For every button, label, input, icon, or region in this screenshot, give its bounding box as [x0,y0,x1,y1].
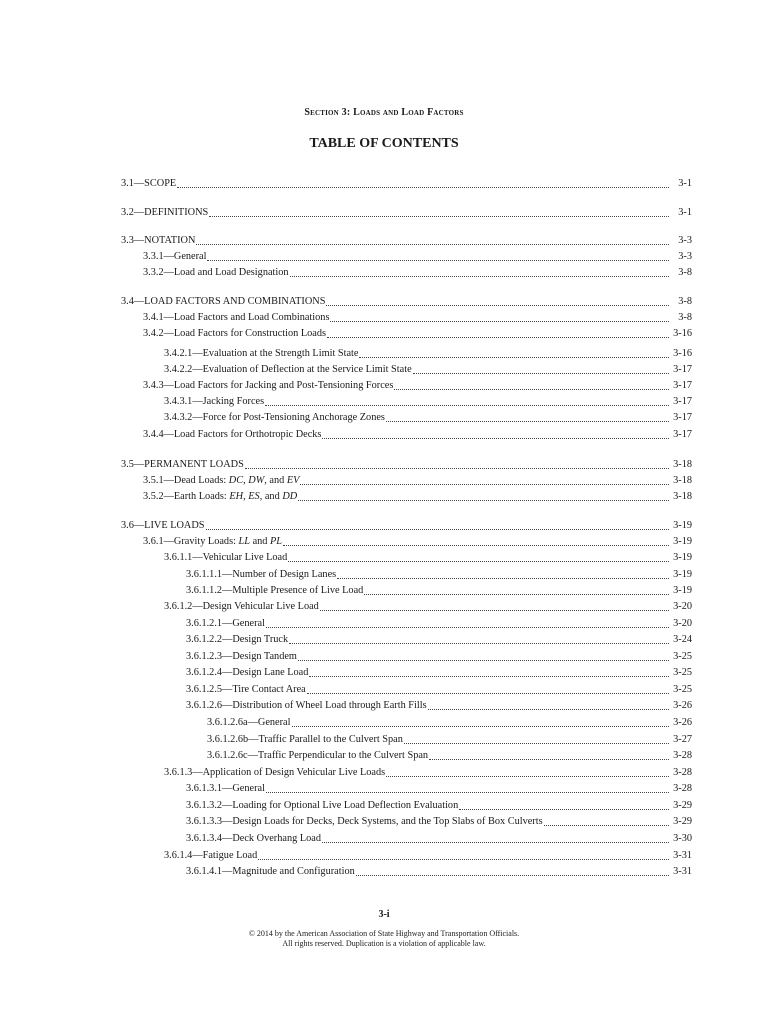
toc-entry-number: 3.5— [121,459,145,470]
toc-entry-page: 3-25 [673,651,692,662]
toc-entry-title: SCOPE [144,178,177,189]
toc-leader-dots [413,363,669,374]
toc-entry-title: Loading for Optional Live Load Deflection Evaluation [232,800,459,811]
toc-entry-page: 3-26 [673,700,692,711]
toc-entry-number: 3.6— [121,520,145,531]
toc-entry-number: 3.6.1.2.2— [186,634,233,645]
toc-entry[interactable] [186,799,692,813]
toc-entry[interactable] [143,474,692,488]
toc-entry[interactable] [186,683,692,697]
toc-leader-dots [544,815,669,826]
toc-entry-number: 3.4.3— [143,380,174,391]
toc-entry-number: 3.4.3.2— [164,412,203,423]
toc-leader-dots [307,683,669,694]
toc-entry-number: 3.6.1.2.5— [186,684,233,695]
toc-leader-dots [428,699,669,710]
toc-entry[interactable] [186,633,692,647]
toc-entry-title: Number of Design Lanes [232,569,337,580]
toc-entry-title: Fatigue Load [202,850,258,861]
toc-entry[interactable] [164,347,692,361]
toc-entry-title: Design Tandem [232,651,297,662]
toc-entry-page: 3-18 [673,475,692,486]
toc-entry[interactable] [207,733,692,747]
toc-entry-page: 3-1 [678,178,692,189]
toc-entry-page: 3-28 [673,783,692,794]
toc-entry-number: 3.6.1.2.6a— [207,717,258,728]
toc-entry-number: 3.4.2— [143,328,174,339]
toc-entry-number: 3.5.1— [143,475,174,486]
toc-leader-dots [309,666,669,677]
toc-entry-page: 3-17 [673,380,692,391]
toc-leader-dots [245,458,669,469]
toc-entry-title: Load Factors for Jacking and Post-Tensioning Forces [173,380,394,391]
toc-entry-number: 3.6.1.2.4— [186,667,233,678]
toc-entry-number: 3.6.1.1.2— [186,585,233,596]
toc-title: TABLE OF CONTENTS [309,136,459,151]
toc-entry-title: Load Factors for Orthotropic Decks [173,429,322,440]
toc-entry-title: Multiple Presence of Live Load [232,585,364,596]
toc-entry-number: 3.6.1.2.6— [186,700,233,711]
toc-entry-page: 3-19 [673,552,692,563]
toc-entry-page: 3-3 [678,235,692,246]
toc-entry-page: 3-18 [673,491,692,502]
toc-entry-page: 3-8 [678,267,692,278]
toc-entry[interactable] [164,395,692,409]
toc-entry-title: Traffic Parallel to the Culvert Span [258,734,403,745]
toc-leader-dots [326,295,669,306]
toc-entry[interactable] [164,766,692,780]
toc-entry[interactable] [164,411,692,425]
toc-entry-number: 3.3.1— [143,251,174,262]
toc-entry-title: Magnitude and Configuration [232,866,355,877]
toc-entry-number: 3.6.1.3.4— [186,833,233,844]
toc-leader-dots [289,633,669,644]
copyright-line: © 2014 by the American Association of State Highway and Transportation Officials. [248,929,520,938]
toc-entry-page: 3-17 [673,429,692,440]
toc-entry-page: 3-24 [673,634,692,645]
toc-leader-dots [177,177,669,188]
toc-entry[interactable] [164,551,692,565]
toc-leader-dots [283,535,669,546]
toc-leader-dots [290,266,669,277]
toc-entry[interactable] [121,458,692,472]
toc-leader-dots [322,832,669,843]
toc-leader-dots [300,474,669,485]
toc-entry-title: Load Factors for Construction Loads [173,328,327,339]
toc-entry[interactable] [186,782,692,796]
toc-entry[interactable] [164,600,692,614]
toc-entry[interactable] [143,428,692,442]
toc-entry-title: DEFINITIONS [144,207,209,218]
toc-entry-page: 3-17 [673,364,692,375]
toc-entry-title: Earth Loads: EH, ES, and DD [173,491,298,502]
toc-entry-page: 3-19 [673,520,692,531]
toc-entry-number: 3.6.1.4.1— [186,866,233,877]
toc-leader-dots [322,428,669,439]
toc-entry-number: 3.6.1.4— [164,850,203,861]
toc-entry-number: 3.1— [121,178,145,189]
toc-entry-page: 3-26 [673,717,692,728]
toc-entry[interactable] [143,490,692,504]
toc-leader-dots [320,600,669,611]
toc-entry-page: 3-1 [678,207,692,218]
toc-entry-title: Load and Load Designation [173,267,289,278]
toc-entry[interactable] [143,266,692,280]
toc-leader-dots [386,411,669,422]
toc-leader-dots [364,584,669,595]
toc-entry-title: Vehicular Live Load [202,552,288,563]
toc-entry-number: 3.5.2— [143,491,174,502]
toc-entry[interactable] [186,815,692,829]
toc-entry-number: 3.4.1— [143,312,174,323]
toc-entry-page: 3-16 [673,328,692,339]
toc-leader-dots [356,865,669,876]
toc-entry-number: 3.6.1.3.3— [186,816,233,827]
toc-entry-number: 3.6.1.1.1— [186,569,233,580]
toc-entry-page: 3-8 [678,312,692,323]
toc-entry-page: 3-17 [673,396,692,407]
toc-leader-dots [298,650,669,661]
toc-entry-title: LOAD FACTORS AND COMBINATIONS [144,296,326,307]
toc-entry[interactable] [207,749,692,763]
toc-entry[interactable] [121,295,692,309]
toc-entry[interactable] [207,716,692,730]
toc-entry-title: General [232,618,265,629]
toc-leader-dots [292,716,670,727]
toc-leader-dots [206,519,669,530]
rights-line: All rights reserved. Duplication is a violation of applicable law. [282,939,486,948]
toc-leader-dots [265,395,669,406]
toc-entry-title: Traffic Perpendicular to the Culvert Span [257,750,429,761]
toc-entry-page: 3-20 [673,601,692,612]
toc-entry[interactable] [143,311,692,325]
toc-entry-number: 3.6.1.3.2— [186,800,233,811]
toc-leader-dots [207,250,669,261]
toc-entry-page: 3-29 [673,816,692,827]
toc-entry-page: 3-3 [678,251,692,262]
toc-entry-title: General [232,783,265,794]
toc-entry-title: PERMANENT LOADS [144,459,244,470]
toc-entry-title: LIVE LOADS [144,520,205,531]
toc-entry[interactable] [121,206,692,220]
toc-entry-title: Dead Loads: DC, DW, and EV [173,475,300,486]
toc-leader-dots [386,766,669,777]
toc-entry-page: 3-20 [673,618,692,629]
toc-entry-title: NOTATION [144,235,196,246]
toc-entry-title: Design Vehicular Live Load [202,601,319,612]
toc-entry[interactable] [143,535,692,549]
toc-entry-page: 3-29 [673,800,692,811]
toc-entry-title: Evaluation at the Strength Limit State [202,348,359,359]
toc-entry-title: Design Loads for Decks, Deck Systems, and the Top Slabs of Box Culverts [232,816,543,827]
toc-entry-page: 3-8 [678,296,692,307]
toc-entry-number: 3.4.2.2— [164,364,203,375]
toc-entry[interactable] [164,363,692,377]
toc-entry-number: 3.6.1— [143,536,174,547]
toc-entry[interactable] [143,250,692,264]
toc-entry[interactable] [186,650,692,664]
toc-leader-dots [209,206,669,217]
toc-entry[interactable] [186,699,692,713]
toc-entry-number: 3.4.2.1— [164,348,203,359]
toc-entry-title: Force for Post-Tensioning Anchorage Zones [202,412,385,423]
toc-entry-title: General [257,717,291,728]
toc-entry-page: 3-16 [673,348,692,359]
toc-entry-page: 3-25 [673,667,692,678]
toc-entry-page: 3-27 [673,734,692,745]
toc-entry-title: Application of Design Vehicular Live Loads [202,767,386,778]
toc-entry-page: 3-19 [673,536,692,547]
toc-entry-page: 3-19 [673,585,692,596]
toc-entry-title: General [173,251,207,262]
toc-entry-number: 3.6.1.3— [164,767,203,778]
toc-leader-dots [196,234,669,245]
toc-entry-number: 3.4.3.1— [164,396,203,407]
toc-entry-page: 3-31 [673,850,692,861]
toc-entry-title: Jacking Forces [202,396,265,407]
toc-entry-number: 3.6.1.2— [164,601,203,612]
toc-entry-title: Distribution of Wheel Load through Earth Fills [232,700,427,711]
toc-entry-title: Design Truck [232,634,289,645]
toc-entry-number: 3.6.1.2.6b— [207,734,259,745]
toc-leader-dots [337,568,669,579]
toc-leader-dots [258,849,669,860]
toc-entry[interactable] [121,519,692,533]
toc-leader-dots [404,733,669,744]
toc-entry-number: 3.3.2— [143,267,174,278]
toc-entry[interactable] [121,177,692,191]
toc-entry-page: 3-31 [673,866,692,877]
toc-entry-title: Deck Overhang Load [232,833,321,844]
toc-entry-title: Load Factors and Load Combinations [173,312,330,323]
toc-entry[interactable] [186,832,692,846]
toc-entry-page: 3-28 [673,767,692,778]
copyright-notice [0,929,768,949]
toc-entry[interactable] [186,617,692,631]
toc-entry[interactable] [186,584,692,598]
toc-leader-dots [330,311,669,322]
toc-leader-dots [298,490,669,501]
toc-entry-title: Tire Contact Area [232,684,306,695]
section-header: Section 3: Loads and Load Factors [304,107,464,118]
toc-leader-dots [429,749,669,760]
toc-entry-number: 3.2— [121,207,145,218]
toc-leader-dots [288,551,669,562]
toc-entry-title: Gravity Loads: LL and PL [173,536,283,547]
toc-entry[interactable] [186,865,692,879]
toc-entry-number: 3.6.1.2.3— [186,651,233,662]
toc-entry-number: 3.4— [121,296,145,307]
toc-entry-number: 3.6.1.3.1— [186,783,233,794]
toc-entry[interactable] [164,849,692,863]
toc-entry-page: 3-25 [673,684,692,695]
toc-entry-page: 3-28 [673,750,692,761]
toc-entry[interactable] [186,568,692,582]
toc-entry-page: 3-30 [673,833,692,844]
toc-entry-number: 3.4.4— [143,429,174,440]
toc-leader-dots [266,617,669,628]
toc-entry-title: Design Lane Load [232,667,309,678]
toc-leader-dots [359,347,669,358]
toc-entry[interactable] [143,379,692,393]
toc-entry-number: 3.6.1.2.1— [186,618,233,629]
toc-entry-number: 3.3— [121,235,145,246]
toc-entry-number: 3.6.1.2.6c— [207,750,258,761]
toc-leader-dots [394,379,669,390]
toc-entry-page: 3-17 [673,412,692,423]
toc-leader-dots [459,799,669,810]
toc-leader-dots [266,782,669,793]
toc-entry[interactable] [143,327,692,341]
page-number: 3-i [378,909,390,920]
toc-entry-page: 3-18 [673,459,692,470]
toc-entry[interactable] [186,666,692,680]
toc-entry-number: 3.6.1.1— [164,552,203,563]
toc-entry[interactable] [121,234,692,248]
toc-entry-page: 3-19 [673,569,692,580]
toc-leader-dots [327,327,669,338]
toc-entry-title: Evaluation of Deflection at the Service Limit State [202,364,412,375]
